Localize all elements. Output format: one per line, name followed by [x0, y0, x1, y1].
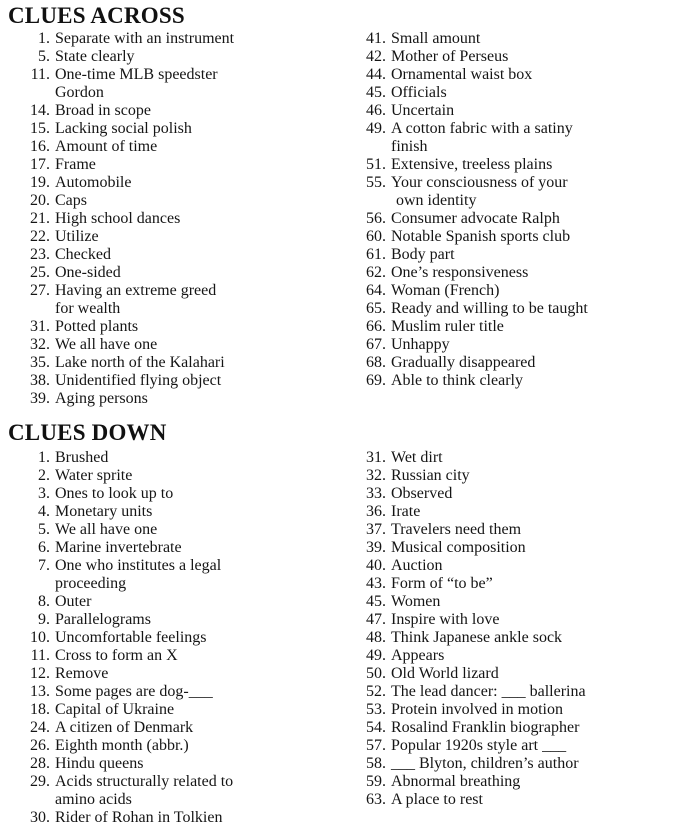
clue-number: 22.	[30, 228, 50, 245]
clue-number: 7.	[38, 557, 50, 574]
clue-number: 25.	[30, 264, 50, 281]
clue-item	[4, 66, 334, 102]
clue-number: 19.	[30, 174, 50, 191]
clue-number: 31.	[30, 318, 50, 335]
clue-text: Protein involved in motion	[391, 701, 563, 718]
clue-number: 49.	[366, 120, 386, 137]
clue-item	[340, 174, 670, 210]
clue-text: Utilize	[55, 228, 99, 245]
clue-item	[340, 773, 670, 791]
clue-item	[340, 719, 670, 737]
clue-item	[4, 683, 334, 701]
clue-item	[340, 683, 670, 701]
clue-item	[340, 701, 670, 719]
clue-text: Irate	[391, 503, 421, 520]
clue-item	[4, 120, 334, 138]
down-clues-left-column	[4, 449, 334, 827]
clue-text-continuation: proceeding	[55, 575, 127, 592]
clue-number: 5.	[38, 521, 50, 538]
clue-text: A cotton fabric with a satiny	[391, 120, 573, 137]
clue-text: Marine invertebrate	[55, 539, 182, 556]
clue-number: 15.	[30, 120, 50, 137]
clue-text: Extensive, treeless plains	[391, 156, 553, 173]
clue-number: 12.	[30, 665, 50, 682]
clue-number: 66.	[366, 318, 386, 335]
clue-number: 8.	[38, 593, 50, 610]
clue-item	[4, 647, 334, 665]
clue-text: Uncomfortable feelings	[55, 629, 207, 646]
clue-text: We all have one	[55, 521, 158, 538]
clue-text: Gradually disappeared	[391, 354, 536, 371]
clue-text: Capital of Ukraine	[55, 701, 175, 718]
clue-text: Notable Spanish sports club	[391, 228, 571, 245]
clue-item	[4, 521, 334, 539]
clue-item	[340, 539, 670, 557]
across-clues-left-column	[4, 30, 334, 408]
clue-item	[340, 503, 670, 521]
clue-number: 17.	[30, 156, 50, 173]
clue-text: Aging persons	[55, 390, 148, 407]
clue-number: 55.	[366, 174, 386, 191]
clue-number: 24.	[30, 719, 50, 736]
clue-number: 49.	[366, 647, 386, 664]
clue-item	[4, 192, 334, 210]
clue-number: 11.	[30, 647, 50, 664]
clue-item	[4, 210, 334, 228]
clue-item	[4, 30, 334, 48]
clue-number: 1.	[38, 30, 50, 47]
clue-item	[4, 503, 334, 521]
clue-number: 58.	[366, 755, 386, 772]
clue-number: 63.	[366, 791, 386, 808]
clue-item	[4, 102, 334, 120]
clue-text-continuation: for wealth	[55, 300, 121, 317]
clue-item	[4, 336, 334, 354]
clue-item	[340, 665, 670, 683]
clue-item	[4, 557, 334, 593]
clue-text: Body part	[391, 246, 455, 263]
clue-item	[340, 354, 670, 372]
clue-number: 36.	[366, 503, 386, 520]
clue-text: Observed	[391, 485, 453, 502]
clue-number: 59.	[366, 773, 386, 790]
clue-item	[340, 30, 670, 48]
clue-number: 47.	[366, 611, 386, 628]
clue-text: Parallelograms	[55, 611, 151, 628]
clue-text-continuation: Gordon	[55, 84, 104, 101]
clue-text: Russian city	[391, 467, 470, 484]
clue-number: 35.	[30, 354, 50, 371]
clue-item	[4, 174, 334, 192]
clue-text: Unidentified flying object	[55, 372, 222, 389]
clue-text: Women	[391, 593, 441, 610]
clue-text-continuation: finish	[391, 138, 428, 155]
clue-item	[340, 647, 670, 665]
clue-text: A citizen of Denmark	[55, 719, 194, 736]
clue-text: Officials	[391, 84, 447, 101]
clue-item	[340, 264, 670, 282]
clue-item	[340, 611, 670, 629]
clue-item	[340, 629, 670, 647]
clue-text: Acids structurally related to	[55, 773, 234, 790]
clue-text: Outer	[55, 593, 92, 610]
clue-number: 44.	[366, 66, 386, 83]
clue-item	[4, 539, 334, 557]
clue-text: Musical composition	[391, 539, 526, 556]
clue-number: 20.	[30, 192, 50, 209]
clue-number: 64.	[366, 282, 386, 299]
clue-number: 40.	[366, 557, 386, 574]
clue-text: Cross to form an X	[55, 647, 178, 664]
clue-text: Abnormal breathing	[391, 773, 521, 790]
clue-item	[4, 665, 334, 683]
clue-number: 60.	[366, 228, 386, 245]
clue-number: 9.	[38, 611, 50, 628]
clue-number: 5.	[38, 48, 50, 65]
clue-number: 54.	[366, 719, 386, 736]
clue-text: Travelers need them	[391, 521, 522, 538]
clue-text: Water sprite	[55, 467, 133, 484]
clue-text: High school dances	[55, 210, 181, 227]
clue-item	[4, 809, 334, 827]
clue-item	[340, 336, 670, 354]
clue-text: Small amount	[391, 30, 481, 47]
clue-text: We all have one	[55, 336, 158, 353]
clue-text: Hindu queens	[55, 755, 144, 772]
clue-number: 48.	[366, 629, 386, 646]
clue-text: Think Japanese ankle sock	[391, 629, 563, 646]
clue-number: 38.	[30, 372, 50, 389]
clue-text: Ready and willing to be taught	[391, 300, 588, 317]
clue-text: Rosalind Franklin biographer	[391, 719, 580, 736]
clue-item	[340, 318, 670, 336]
clue-item	[4, 372, 334, 390]
clue-number: 61.	[366, 246, 386, 263]
clue-item	[340, 48, 670, 66]
clue-number: 28.	[30, 755, 50, 772]
clue-number: 33.	[366, 485, 386, 502]
clue-number: 67.	[366, 336, 386, 353]
clue-number: 46.	[366, 102, 386, 119]
clue-item	[4, 318, 334, 336]
clue-item	[4, 485, 334, 503]
across-clues-right-column	[340, 30, 670, 390]
clue-text: ___ Blyton, children’s author	[391, 755, 579, 772]
clue-text: Monetary units	[55, 503, 153, 520]
clue-item	[340, 791, 670, 809]
clue-item	[340, 84, 670, 102]
clue-text: State clearly	[55, 48, 135, 65]
clue-item	[340, 156, 670, 174]
clue-number: 29.	[30, 773, 50, 790]
clue-item	[4, 719, 334, 737]
clue-number: 11.	[30, 66, 50, 83]
clue-text: Checked	[55, 246, 111, 263]
clue-number: 50.	[366, 665, 386, 682]
clue-item	[4, 701, 334, 719]
clue-text: Consumer advocate Ralph	[391, 210, 560, 227]
clue-text: Appears	[391, 647, 445, 664]
clue-number: 23.	[30, 246, 50, 263]
clue-item	[4, 611, 334, 629]
clue-item	[340, 228, 670, 246]
clue-number: 32.	[30, 336, 50, 353]
clue-item	[340, 282, 670, 300]
clue-number: 69.	[366, 372, 386, 389]
clue-text: Popular 1920s style art ___	[391, 737, 567, 754]
clue-item	[4, 228, 334, 246]
clue-item	[4, 138, 334, 156]
clue-text: Uncertain	[391, 102, 455, 119]
clue-number: 43.	[366, 575, 386, 592]
clue-text: Automobile	[55, 174, 132, 191]
clue-item	[340, 102, 670, 120]
clue-text: Lacking social polish	[55, 120, 192, 137]
clue-item	[4, 156, 334, 174]
clue-text: Having an extreme greed	[55, 282, 217, 299]
clue-text: Amount of time	[55, 138, 158, 155]
clue-text: Separate with an instrument	[55, 30, 235, 47]
clue-number: 39.	[30, 390, 50, 407]
clue-number: 52.	[366, 683, 386, 700]
clue-item	[340, 521, 670, 539]
clue-number: 3.	[38, 485, 50, 502]
clue-item	[4, 629, 334, 647]
clues-across-heading: CLUES ACROSS	[8, 3, 185, 28]
clue-text: Remove	[55, 665, 109, 682]
clue-number: 62.	[366, 264, 386, 281]
clue-text: One who institutes a legal	[55, 557, 222, 574]
clue-text: Woman (French)	[391, 282, 500, 299]
clue-number: 14.	[30, 102, 50, 119]
clue-text: Your consciousness of your	[391, 174, 568, 191]
clue-item	[340, 737, 670, 755]
clue-number: 30.	[30, 809, 50, 826]
clue-number: 16.	[30, 138, 50, 155]
clue-item	[4, 737, 334, 755]
clue-text: Broad in scope	[55, 102, 151, 119]
clue-item	[4, 449, 334, 467]
clues-down-heading: CLUES DOWN	[8, 420, 167, 445]
clue-number: 31.	[366, 449, 386, 466]
clue-number: 51.	[366, 156, 386, 173]
clue-number: 26.	[30, 737, 50, 754]
clue-number: 10.	[30, 629, 50, 646]
clue-number: 2.	[38, 467, 50, 484]
clue-item	[4, 773, 334, 809]
clue-item	[340, 300, 670, 318]
clue-number: 39.	[366, 539, 386, 556]
clue-text-continuation: amino acids	[55, 791, 132, 808]
clue-text: Potted plants	[55, 318, 139, 335]
clue-item	[4, 48, 334, 66]
clue-item	[340, 120, 670, 156]
clue-text-continuation: own identity	[396, 192, 477, 209]
clue-text: Brushed	[55, 449, 109, 466]
clue-text: Able to think clearly	[391, 372, 523, 389]
clue-item	[4, 264, 334, 282]
clue-item	[340, 210, 670, 228]
clue-text: The lead dancer: ___ ballerina	[391, 683, 586, 700]
clue-number: 45.	[366, 593, 386, 610]
clue-number: 42.	[366, 48, 386, 65]
clue-text: Rider of Rohan in Tolkien	[55, 809, 223, 826]
clue-number: 18.	[30, 701, 50, 718]
clue-item	[340, 557, 670, 575]
clue-item	[4, 246, 334, 264]
clue-number: 53.	[366, 701, 386, 718]
clue-text: One-time MLB speedster	[55, 66, 218, 83]
clue-text: Auction	[391, 557, 443, 574]
clue-item	[340, 575, 670, 593]
clue-item	[4, 467, 334, 485]
clue-number: 1.	[38, 449, 50, 466]
clue-number: 27.	[30, 282, 50, 299]
clue-text: Caps	[55, 192, 87, 209]
clue-text: A place to rest	[391, 791, 483, 808]
clue-text: Lake north of the Kalahari	[55, 354, 225, 371]
clue-text: Unhappy	[391, 336, 450, 353]
clue-text: Wet dirt	[391, 449, 443, 466]
clue-item	[340, 246, 670, 264]
clue-text: Frame	[55, 156, 96, 173]
clue-item	[340, 66, 670, 84]
clue-number: 32.	[366, 467, 386, 484]
clue-item	[4, 593, 334, 611]
clue-text: Inspire with love	[391, 611, 500, 628]
clue-item	[340, 485, 670, 503]
clue-text: Old World lizard	[391, 665, 499, 682]
clue-item	[340, 449, 670, 467]
clue-number: 68.	[366, 354, 386, 371]
clue-text: Some pages are dog-___	[55, 683, 213, 700]
clue-number: 6.	[38, 539, 50, 556]
clue-text: One’s responsiveness	[391, 264, 529, 281]
clue-text: Form of “to be”	[391, 575, 493, 592]
clue-item	[4, 755, 334, 773]
clue-number: 65.	[366, 300, 386, 317]
clue-item	[4, 354, 334, 372]
clue-item	[4, 282, 334, 318]
clue-item	[340, 593, 670, 611]
clue-number: 4.	[38, 503, 50, 520]
clue-number: 21.	[30, 210, 50, 227]
clue-number: 45.	[366, 84, 386, 101]
clue-item	[340, 372, 670, 390]
clue-text: Ones to look up to	[55, 485, 174, 502]
clue-number: 41.	[366, 30, 386, 47]
clue-item	[340, 467, 670, 485]
clue-number: 56.	[366, 210, 386, 227]
clue-text: Eighth month (abbr.)	[55, 737, 189, 754]
clue-text: Muslim ruler title	[391, 318, 504, 335]
clue-text: Ornamental waist box	[391, 66, 533, 83]
clue-text: One-sided	[55, 264, 121, 281]
clue-number: 13.	[30, 683, 50, 700]
clue-item	[4, 390, 334, 408]
down-clues-right-column	[340, 449, 670, 809]
clue-number: 37.	[366, 521, 386, 538]
clue-item	[340, 755, 670, 773]
clue-text: Mother of Perseus	[391, 48, 509, 65]
clue-number: 57.	[366, 737, 386, 754]
